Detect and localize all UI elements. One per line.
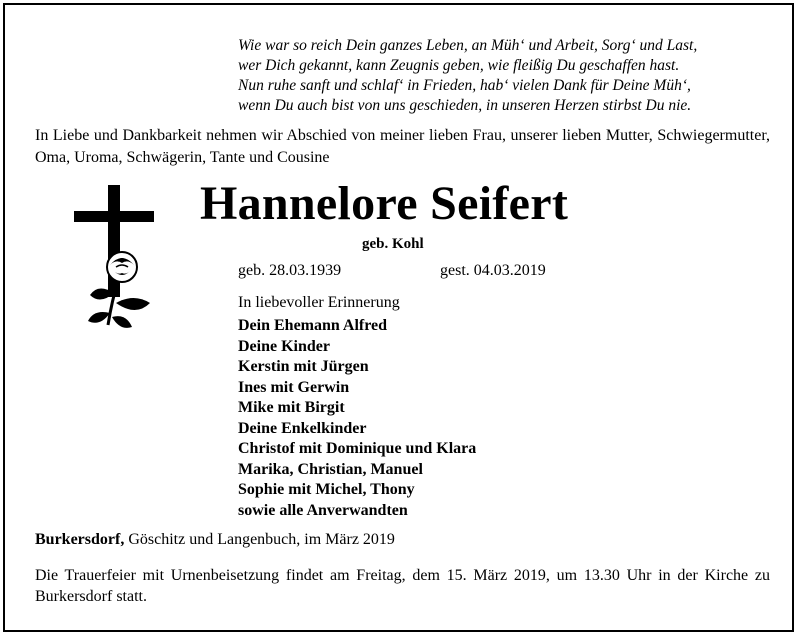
poem-line: wenn Du auch bist von uns geschieden, in unseren Herzen stirbst Du nie. (238, 97, 692, 114)
mourner-line: Mike mit Birgit (238, 399, 345, 416)
mourner-line: Deine Enkelkinder (238, 419, 367, 437)
place-rest: Göschitz und Langenbuch, im März 2019 (124, 531, 395, 548)
mourner-line: Ines mit Gerwin (238, 378, 350, 396)
mourner-line: Marika, Christian, Manuel (238, 460, 423, 478)
maiden-name: geb. Kohl (362, 236, 424, 252)
poem-line: Nun ruhe sanft und schlaf‘ in Frieden, hab‘ vielen Dank für Deine Müh‘, (238, 77, 691, 94)
mourner-line: Sophie mit Michel, Thony (238, 481, 415, 498)
cross-with-rose-icon (70, 185, 160, 335)
mourner-line: Kerstin mit Jürgen (238, 358, 369, 375)
memory-line: In liebevoller Erinnerung (238, 294, 400, 311)
funeral-info: Die Trauerfeier mit Urnenbeisetzung findet am Freitag, dem 15. März 2019, um 13.30 Uhr in der Kirche zu Burkersdorf statt. (35, 567, 770, 605)
mourner-line: sowie alle Anverwandten (238, 501, 408, 519)
place-town: Burkersdorf, (35, 531, 125, 548)
mourner-line: Christof mit Dominique und Klara (238, 440, 477, 457)
mourner-line: Deine Kinder (238, 337, 330, 355)
place-date-line (35, 531, 395, 549)
birth-date: geb. 28.03.1939 (238, 262, 342, 279)
death-date: gest. 04.03.2019 (440, 262, 546, 279)
poem (238, 36, 697, 116)
mourner-line: Dein Ehemann Alfred (238, 317, 388, 334)
deceased-name: Hannelore Seifert (200, 177, 569, 230)
poem-line: Wie war so reich Dein ganzes Leben, an Müh‘ und Arbeit, Sorg‘ und Last, (238, 37, 698, 54)
poem-line: wer Dich gekannt, kann Zeugnis geben, wie fleißig Du geschaffen hast. (238, 57, 680, 74)
mourners-list (238, 316, 476, 521)
intro-text: In Liebe und Dankbarkeit nehmen wir Abschied von meiner lieben Frau, unserer lieben Mutter, Schwiegermutter, Oma, Uroma, Schwägerin, Tante und Cousine (35, 127, 770, 166)
